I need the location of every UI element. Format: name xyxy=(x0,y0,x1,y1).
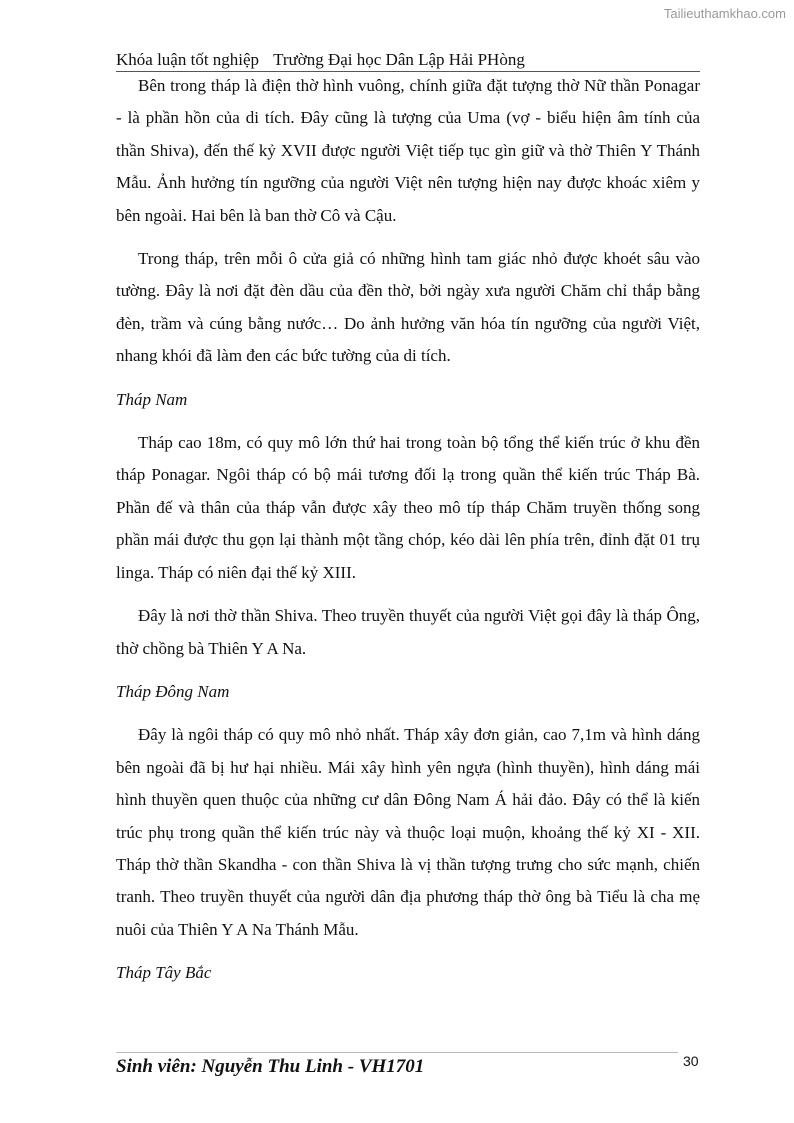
paragraph-inner-sanctuary: Bên trong tháp là điện thờ hình vuông, chính giữa đặt tượng thờ Nữ thần Ponagar - là phần hồn của di tích. Đây cũng là tượng của Uma (vợ - biểu hiện âm tính của thần Shiva), đến thế kỷ XVII được người Việt tiếp tục gìn giữ và thờ Thiên Y Thánh Mẫu. Ảnh hưởng tín ngưỡng của người Việt nên tượng hiện nay được khoác xiêm y bên ngoài. Hai bên là ban thờ Cô và Cậu. xyxy=(116,76,700,225)
page-header xyxy=(116,50,700,72)
paragraph-thap-nam-structure: Tháp cao 18m, có quy mô lớn thứ hai trong toàn bộ tổng thể kiến trúc ở khu đền tháp Ponagar. Ngôi tháp có bộ mái tương đối lạ trong quần thể kiến trúc Tháp Bà. Phần đế và thân của tháp vẫn được xây theo mô típ tháp Chăm truyền thống song phần mái được thu gọn lại thành một tầng chóp, kéo dài lên phía trên, đỉnh đặt 01 trụ linga. Tháp có niên đại thế kỷ XIII. xyxy=(116,433,700,582)
page-content xyxy=(116,70,700,990)
footer-student-name: Sinh viên: Nguyễn Thu Linh - VH1701 xyxy=(116,1056,425,1077)
header-school-name: Trường Đại học Dân Lập Hải PHòng xyxy=(273,50,525,69)
paragraph-false-doors: Trong tháp, trên mỗi ô cửa giả có những hình tam giác nhỏ được khoét sâu vào tường. Đây là nơi đặt đèn dầu của đền thờ, bởi ngày xưa người Chăm chỉ thắp bằng đèn, trầm và cúng bằng nước… Do ảnh hưởng văn hóa tín ngưỡng của người Việt, nhang khói đã làm đen các bức tường của di tích. xyxy=(116,249,700,366)
paragraph-thap-dong-nam: Đây là ngôi tháp có quy mô nhỏ nhất. Tháp xây đơn giản, cao 7,1m và hình dáng bên ngoài đã bị hư hại nhiều. Mái xây hình yên ngựa (hình thuyền), hình dáng mái hình thuyền quen thuộc của những cư dân Đông Nam Á hải đảo. Đây có thể là kiến trúc phụ trong quần thể kiến trúc này và thuộc loại muộn, khoảng thế kỷ XI - XII. Tháp thờ thần Skandha - con thần Shiva là vị thần tượng trưng cho sức mạnh, chiến tranh. Theo truyền thuyết của người dân địa phương tháp thờ ông bà Tiểu là cha mẹ nuôi của Thiên Y A Na Thánh Mẫu. xyxy=(116,725,700,939)
section-heading-thap-tay-bac: Tháp Tây Bắc xyxy=(116,963,212,983)
section-heading-thap-nam: Tháp Nam xyxy=(116,389,188,409)
section-heading-thap-dong-nam: Tháp Đông Nam xyxy=(116,681,230,701)
footer-divider xyxy=(116,1052,678,1053)
header-thesis-label: Khóa luận tốt nghiệp xyxy=(116,50,260,69)
paragraph-thap-nam-worship: Đây là nơi thờ thần Shiva. Theo truyền thuyết của người Việt gọi đây là tháp Ông, thờ chồng bà Thiên Y A Na. xyxy=(116,606,700,658)
watermark-text: Tailieuthamkhao.com xyxy=(663,6,786,21)
page-number: 30 xyxy=(683,1053,699,1069)
